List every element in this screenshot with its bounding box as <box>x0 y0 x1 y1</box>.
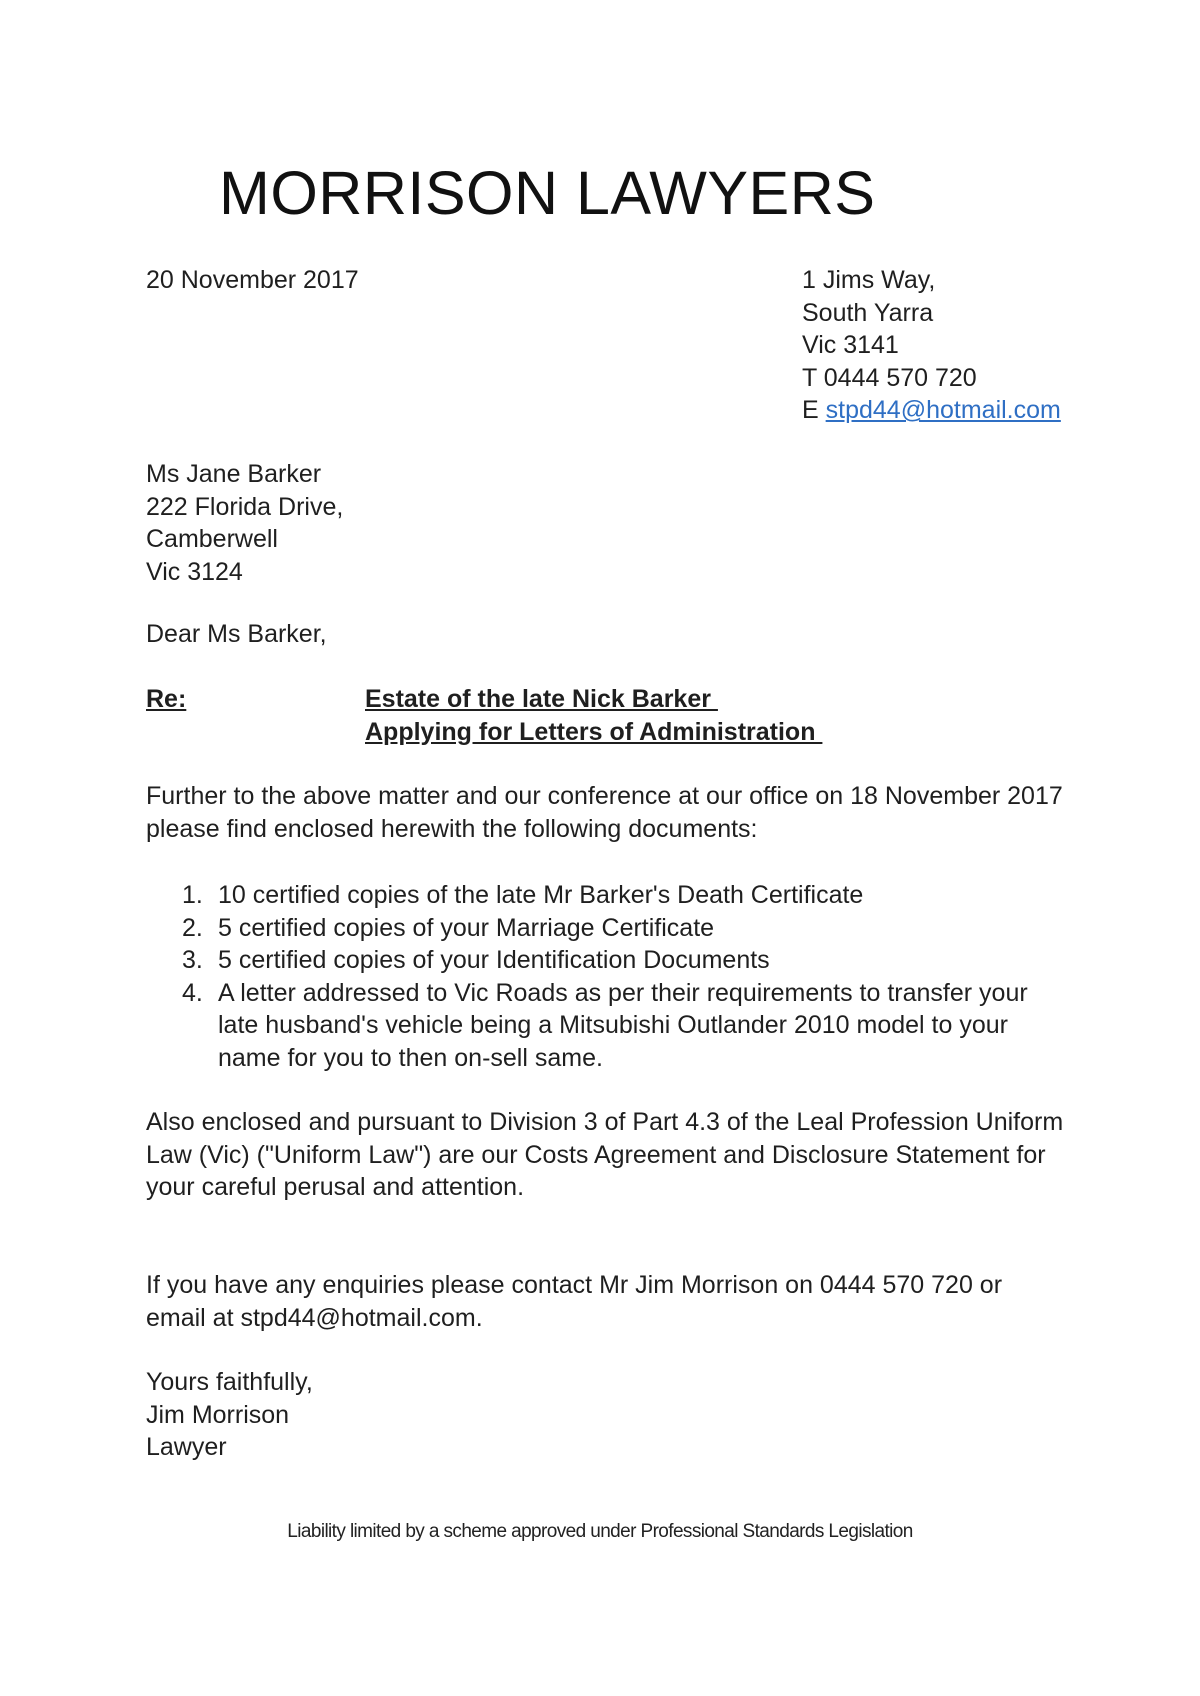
closing-block <box>146 1366 313 1464</box>
salutation: Dear Ms Barker, <box>146 620 327 648</box>
list-item-number: 4. <box>182 978 203 1007</box>
recipient-suburb: Camberwell <box>146 525 278 554</box>
list-item <box>146 912 1066 945</box>
list-item-text: 5 certified copies of your Identification Documents <box>218 946 770 975</box>
sender-email-prefix: E <box>802 396 819 425</box>
sender-email-line <box>802 394 1061 427</box>
list-item <box>146 977 1066 1075</box>
liability-footer: Liability limited by a scheme approved under Professional Standards Legislation <box>287 1521 913 1542</box>
subject-block <box>146 683 1046 753</box>
list-item-text: 5 certified copies of your Marriage Certificate <box>218 913 715 942</box>
recipient-name: Ms Jane Barker <box>146 460 322 488</box>
enquiries-paragraph: If you have any enquiries please contact Mr Jim Morrison on 0444 570 720 or email at stpd44@hotmail.com. <box>146 1271 1003 1332</box>
enclosed-documents-list <box>146 879 1066 1075</box>
recipient-street: 222 Florida Drive, <box>146 492 344 521</box>
sender-phone: T 0444 570 720 <box>802 363 977 392</box>
valediction: Yours faithfully, <box>146 1368 313 1396</box>
list-item <box>146 944 1066 977</box>
subject-line-2: Applying for Letters of Administration <box>365 717 823 746</box>
sender-state-postcode: Vic 3141 <box>802 331 899 360</box>
firm-letterhead-title: MORRISON LAWYERS <box>219 159 876 227</box>
sender-street: 1 Jims Way, <box>802 266 936 294</box>
recipient-address <box>146 458 343 588</box>
list-item-text: 10 certified copies of the late Mr Barker's Death Certificate <box>218 881 864 909</box>
sender-email-link[interactable]: stpd44@hotmail.com <box>825 396 1061 425</box>
subject-line-1: Estate of the late Nick Barker <box>365 685 718 713</box>
list-item <box>146 879 1066 912</box>
list-item-number: 1. <box>182 881 203 909</box>
letter-date: 20 November 2017 <box>146 266 359 294</box>
costs-paragraph: Also enclosed and pursuant to Division 3 of Part 4.3 of the Leal Profession Uniform Law (Vic) ("Uniform Law") are our Costs Agreement and Disclosure Statement for your careful perusal and attention. <box>146 1108 1064 1202</box>
sender-address <box>802 264 1061 427</box>
list-item-number: 3. <box>182 946 203 975</box>
sender-suburb: South Yarra <box>802 298 934 327</box>
recipient-state-postcode: Vic 3124 <box>146 557 243 586</box>
subject-label: Re: <box>146 685 187 713</box>
signatory-title: Lawyer <box>146 1433 227 1462</box>
intro-paragraph: Further to the above matter and our conference at our office on 18 November 2017 please find enclosed herewith the following documents: <box>146 782 1063 843</box>
list-item-number: 2. <box>182 913 203 942</box>
list-item-text: A letter addressed to Vic Roads as per their requirements to transfer your late husband's vehicle being a Mitsubishi Outlander 2010 model to your name for you to then on-sell same. <box>218 978 1028 1072</box>
signatory-name: Jim Morrison <box>146 1400 290 1429</box>
